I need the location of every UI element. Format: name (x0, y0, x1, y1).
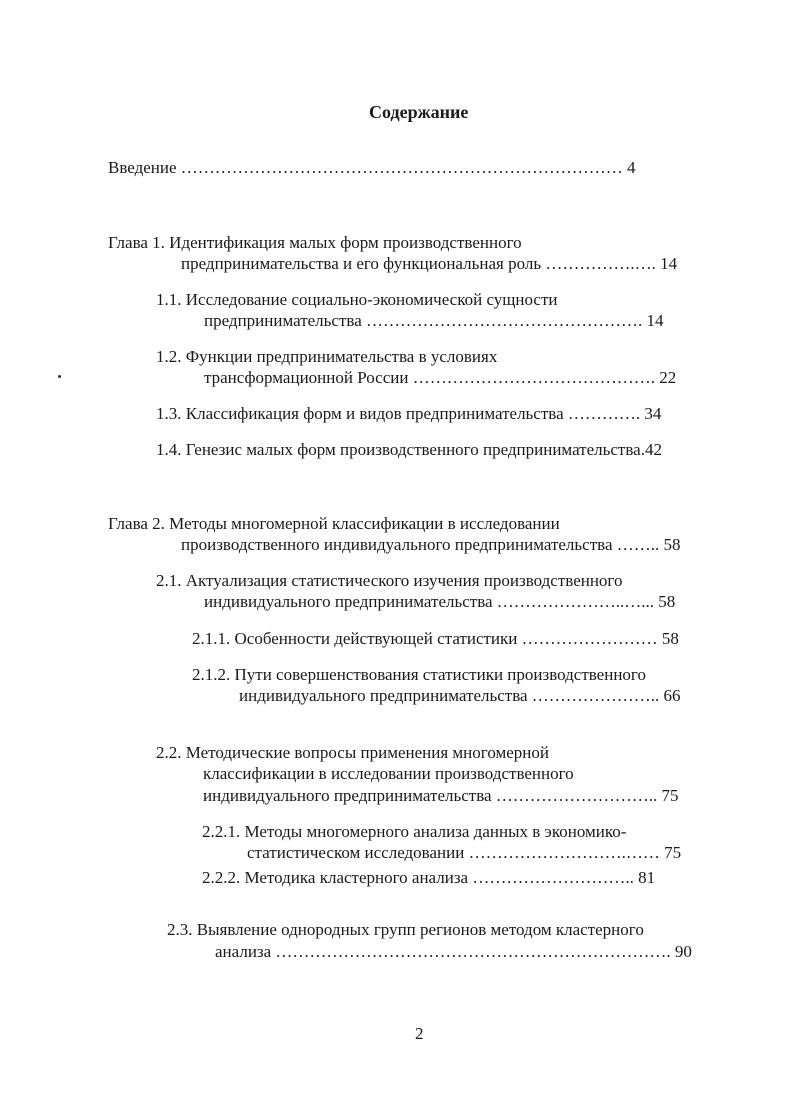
toc-entry-2-2-1-cont: статистическом исследовании ……………………….…… 75 (247, 843, 682, 862)
page-number: 2 (415, 1024, 424, 1043)
toc-entry-2-1-cont: индивидуального предпринимательства …………………..…... 58 (204, 592, 676, 611)
toc-entry-chapter-1-cont: предпринимательства и его функциональная роль …………….…. 14 (181, 254, 678, 273)
toc-entry-2-3-cont: анализа ……………………………………………………………. 90 (215, 942, 692, 961)
toc-entry-1-3: 1.3. Классификация форм и видов предпринимательства …………. 34 (156, 404, 662, 423)
stray-mark (58, 375, 61, 378)
toc-entry-1-2-cont: трансформационной России ……………………………………. 22 (204, 368, 677, 387)
toc-entry-chapter-1: Глава 1. Идентификация малых форм производственного (108, 233, 522, 252)
toc-entry-1-4: 1.4. Генезис малых форм производственного предпринимательства.42 (156, 440, 662, 459)
toc-entry-chapter-2-cont: производственного индивидуального предпринимательства …….. 58 (181, 535, 681, 554)
toc-entry-1-2: 1.2. Функции предпринимательства в условиях (156, 347, 498, 366)
toc-entry-2-3: 2.3. Выявление однородных групп регионов методом кластерного (167, 920, 644, 939)
toc-entry-2-1-2-cont: индивидуального предпринимательства ………………….. 66 (239, 686, 681, 705)
toc-entry-1-1: 1.1. Исследование социально-экономической сущности (156, 290, 558, 309)
toc-entry-2-2-2: 2.2.2. Методика кластерного анализа ……………………….. 81 (202, 868, 656, 887)
toc-entry-2-1-1: 2.1.1. Особенности действующей статистики …………………… 58 (192, 629, 679, 648)
toc-entry-2-1-2: 2.1.2. Пути совершенствования статистики производственного (192, 665, 646, 684)
toc-entry-2-2-cont-2: индивидуального предпринимательства ……………………….. 75 (203, 786, 679, 805)
toc-entry-2-2-cont-1: классификации в исследовании производственного (203, 764, 574, 783)
toc-entry-chapter-2: Глава 2. Методы многомерной классификации в исследовании (108, 514, 560, 533)
toc-entry-2-1: 2.1. Актуализация статистического изучения производственного (156, 571, 623, 590)
toc-entry-2-2-1: 2.2.1. Методы многомерного анализа данных в экономико- (202, 822, 627, 841)
toc-entry-2-2: 2.2. Методические вопросы применения многомерной (156, 743, 550, 762)
page-title: Содержание (369, 102, 469, 122)
toc-entry-intro: Введение …………………………………………………………………… 4 (108, 158, 636, 177)
toc-entry-1-1-cont: предпринимательства …………………………………………. 14 (204, 311, 664, 330)
